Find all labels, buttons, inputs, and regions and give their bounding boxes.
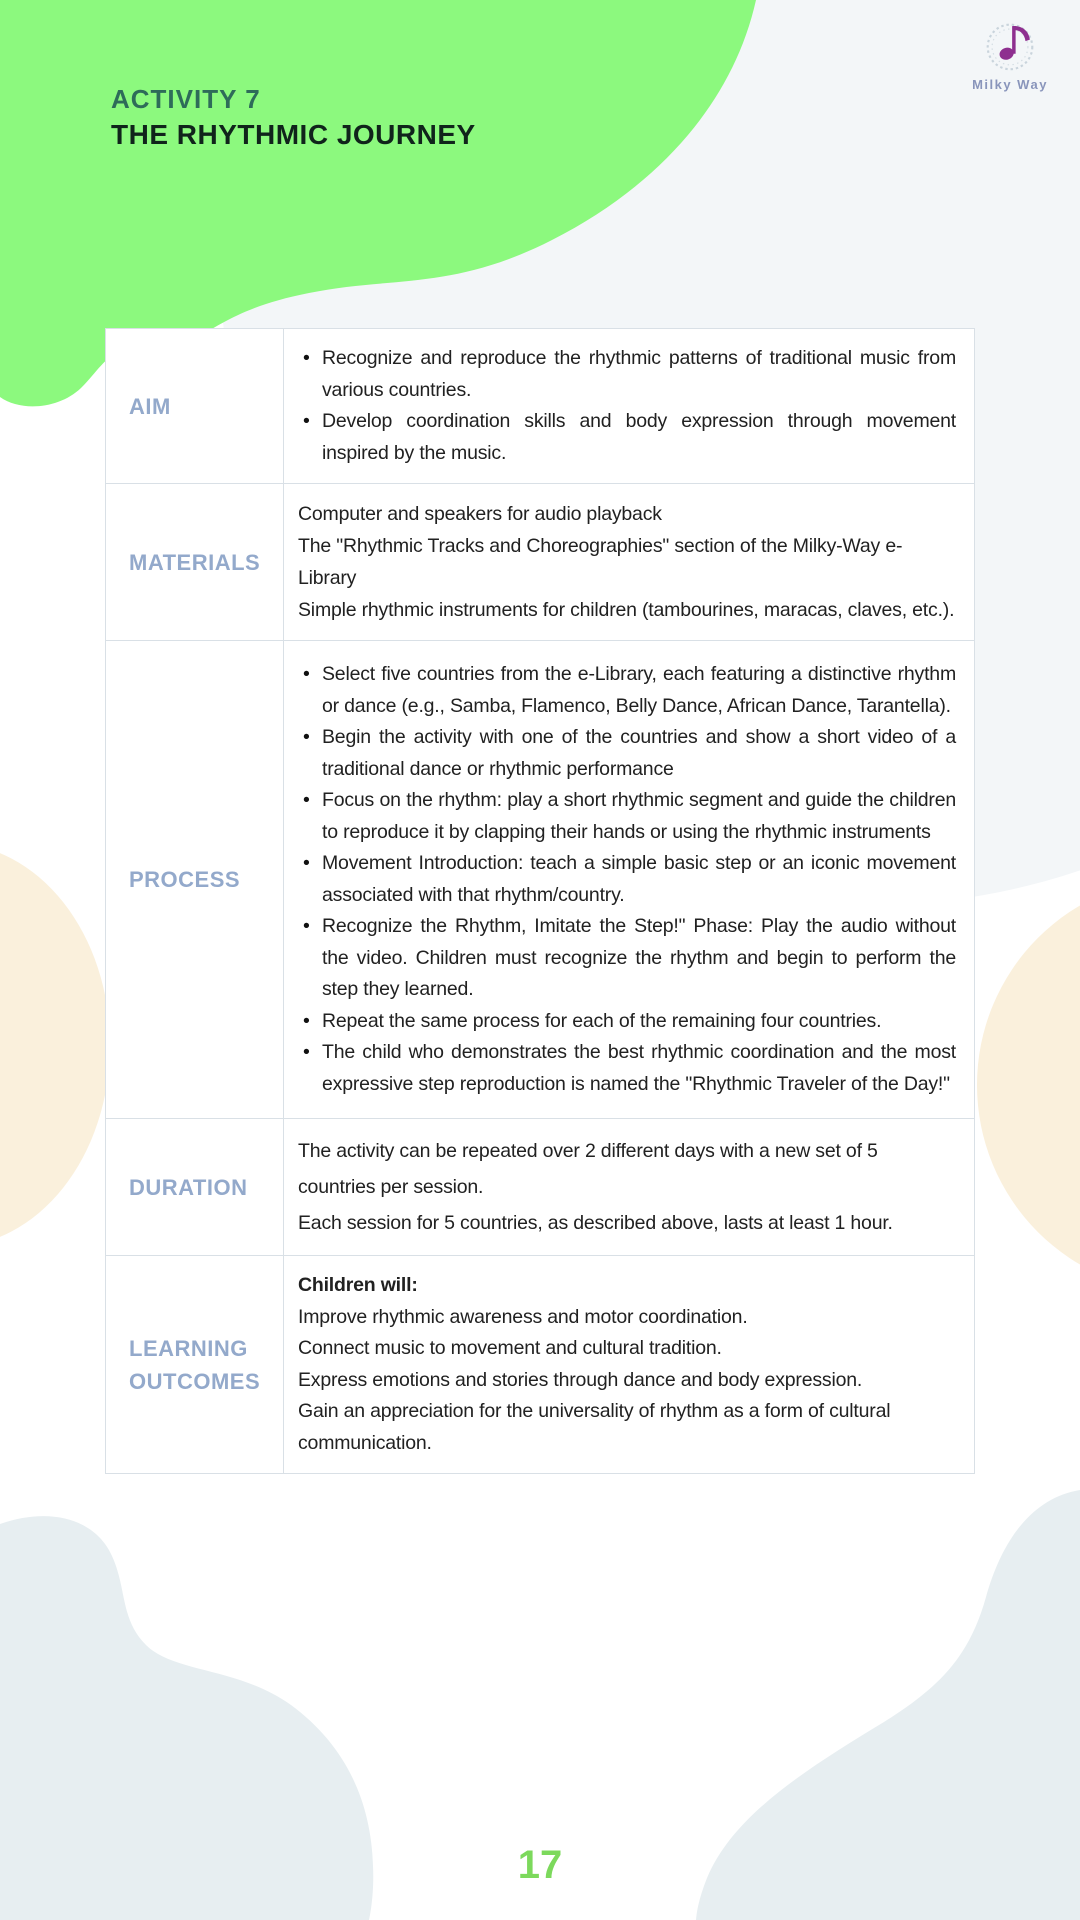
bullet-item: • Focus on the rhythm: play a short rhythmic segment and guide the children to reproduce it by clapping their hands or using the rhythmic instruments	[298, 785, 956, 848]
table-row-aim	[106, 329, 974, 484]
bullet-item: • Develop coordination skills and body expression through movement inspired by the music.	[298, 406, 956, 469]
bullet-item: • Movement Introduction: teach a simple basic step or an iconic movement associated with that rhythm/country.	[298, 848, 956, 911]
bullet-item: • Repeat the same process for each of the remaining four countries.	[298, 1006, 956, 1038]
page-title: THE RHYTHMIC JOURNEY	[111, 119, 476, 150]
row-label-materials: MATERIALS	[106, 484, 284, 640]
text-line: Each session for 5 countries, as described above, lasts at least 1 hour.	[298, 1212, 893, 1234]
row-content-aim	[284, 329, 974, 483]
row-label-duration: DURATION	[106, 1119, 284, 1255]
bullet-item: • Select five countries from the e-Library, each featuring a distinctive rhythm or dance (e.g., Samba, Flamenco, Belly Dance, African Dance, Tarantella).	[298, 659, 956, 722]
bullet-list-aim	[298, 343, 956, 469]
milky-way-logo	[962, 14, 1058, 92]
row-label-learning-outcomes: LEARNING OUTCOMES	[106, 1256, 284, 1473]
text-line: Connect music to movement and cultural tradition.	[298, 1337, 722, 1359]
bullet-item: • The child who demonstrates the best rhythmic coordination and the most expressive step reproduction is named the "Rhythmic Traveler of the Day!"	[298, 1037, 956, 1100]
bullet-item: • Begin the activity with one of the countries and show a short video of a traditional dance or rhythmic performance	[298, 722, 956, 785]
row-content-materials	[284, 484, 974, 640]
page-number: 17	[517, 1843, 563, 1887]
text-line: Improve rhythmic awareness and motor coordination.	[298, 1305, 748, 1328]
bullet-item: • Recognize and reproduce the rhythmic patterns of traditional music from various countries.	[298, 343, 956, 406]
page-header	[111, 84, 476, 151]
table-row-materials	[106, 484, 974, 641]
logo-wordmark: Milky Way	[972, 77, 1048, 92]
text-line: Computer and speakers for audio playback	[298, 503, 662, 525]
text-line: The "Rhythmic Tracks and Choreographies" section of the Milky-Way e-Library	[298, 535, 903, 589]
music-note-icon	[979, 14, 1041, 76]
table-row-process	[106, 641, 974, 1119]
bullet-item: • Recognize the Rhythm, Imitate the Step!" Phase: Play the audio without the video. Children must recognize the rhythm and begin to perform the step they learned.	[298, 911, 956, 1006]
row-content-duration	[284, 1119, 974, 1255]
row-content-learning-outcomes	[284, 1256, 974, 1473]
row-content-process	[284, 641, 974, 1118]
table-row-duration	[106, 1119, 974, 1256]
text-line: Gain an appreciation for the universality of rhythm as a form of cultural communication.	[298, 1400, 891, 1454]
row-label-process: PROCESS	[106, 641, 284, 1118]
bullet-list-process	[298, 659, 956, 1100]
table-row-learning-outcomes	[106, 1256, 974, 1473]
activity-table	[105, 328, 975, 1474]
row-label-aim: AIM	[106, 329, 284, 483]
lead-line: Children will:	[298, 1274, 418, 1296]
text-line: Simple rhythmic instruments for children (tambourines, maracas, claves, etc.).	[298, 599, 955, 621]
activity-number-label: ACTIVITY 7	[111, 84, 261, 114]
text-line: The activity can be repeated over 2 different days with a new set of 5 countries per session.	[298, 1140, 878, 1198]
text-line: Express emotions and stories through dance and body expression.	[298, 1368, 863, 1391]
